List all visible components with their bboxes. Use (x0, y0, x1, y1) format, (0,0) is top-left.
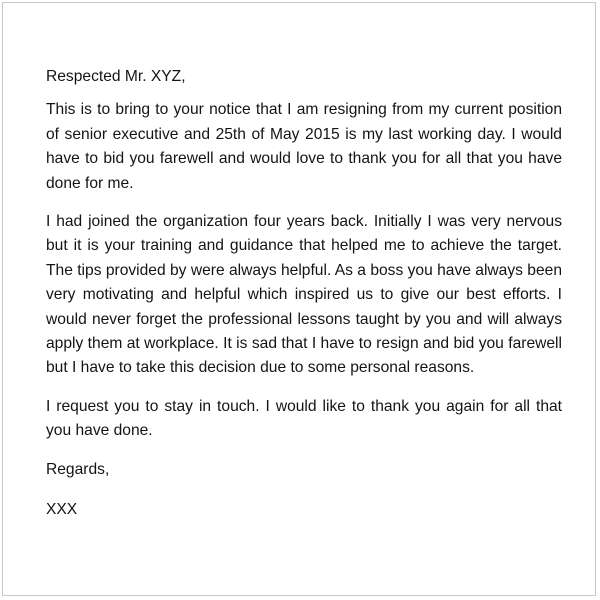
paragraph-stay-in-touch: I request you to stay in touch. I would like to thank you again for all that you have done. (46, 397, 562, 440)
salutation: Respected Mr. XYZ, (46, 68, 186, 85)
letter-page (2, 2, 596, 596)
closing: Regards, (46, 460, 110, 478)
signature: XXX (46, 501, 78, 519)
letter-body (46, 65, 562, 523)
paragraph-experience: I had joined the organization four years back. Initially I was very nervous but it is your training and guidance that helped me to achieve the target. The tips provided by were always helpful. As a boss you have always been very motivating and helpful which inspired us to give our best efforts. I would never forget the professional lessons taught by you and will always apply them at workplace. It is sad that I have to resign and bid you farewell but I have to take this decision due to some personal reasons. (46, 213, 562, 377)
paragraph-resignation-notice: This is to bring to your notice that I am resigning from my current position of senior executive and 25th of May 2015 is my last working day. I would have to bid you farewell and would love to thank you for all that you have done for me. (46, 101, 562, 192)
